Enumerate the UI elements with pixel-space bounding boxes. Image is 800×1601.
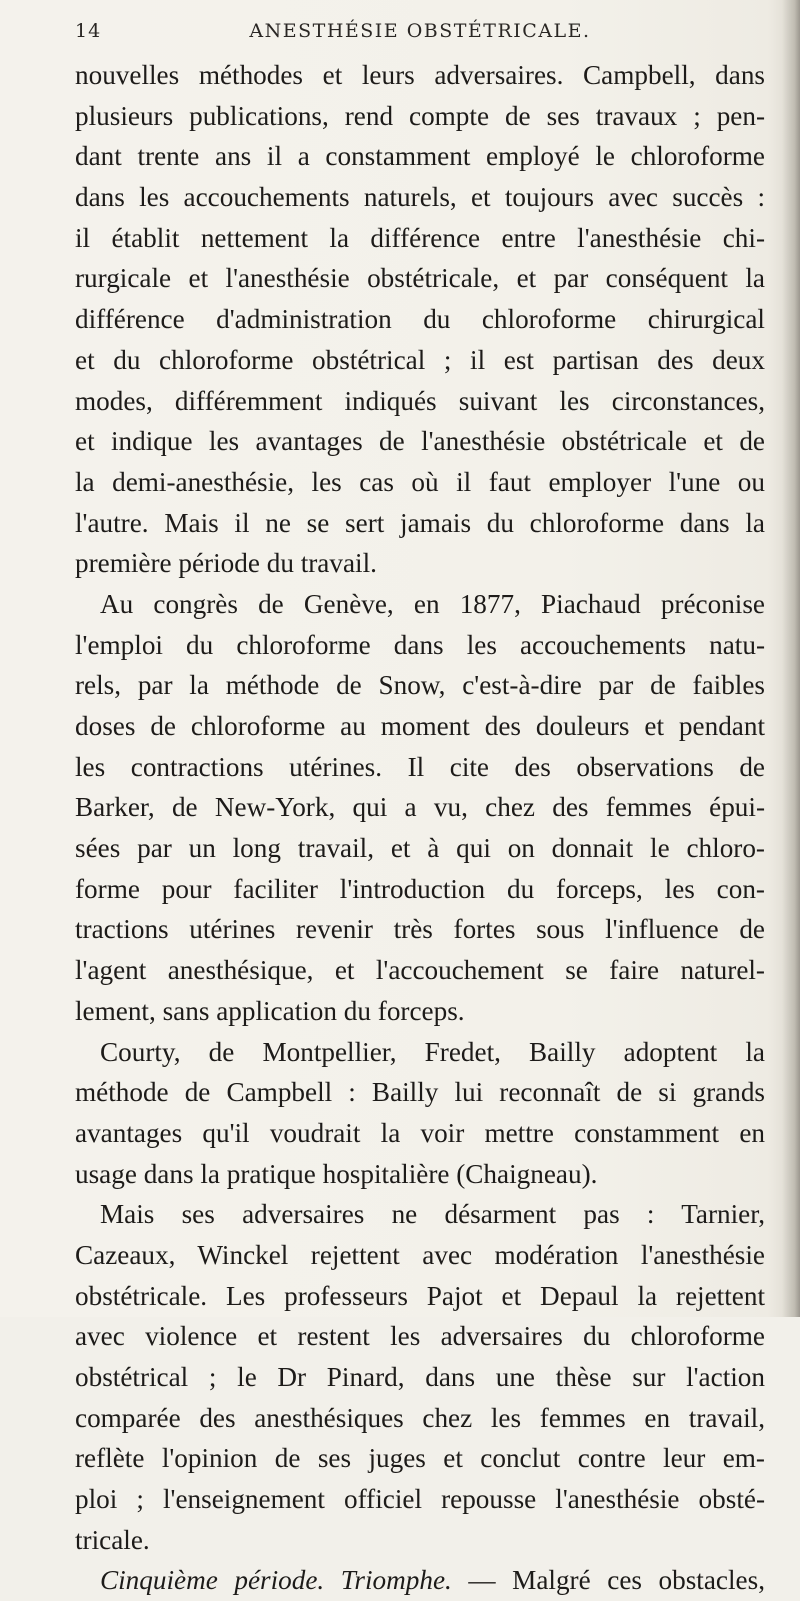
text-line: lement, sans application du forceps. (75, 995, 465, 1026)
text-line: les contractions utérines. Il cite des observations de (75, 751, 765, 782)
text-line: sées par un long travail, et à qui on donnait le chloro- (75, 833, 765, 864)
text-line: reflète l'opinion de ses juges et conclut contre leur em- (75, 1443, 765, 1474)
text-line: doses de chloroforme au moment des douleurs et pendant (75, 711, 765, 741)
text-line: l'autre. Mais il ne se sert jamais du chloroforme dans la (75, 507, 765, 538)
section-heading-rest: — Malgré ces obstacles, (451, 1565, 765, 1596)
running-title: ANESTHÉSIE OBSTÉTRICALE. (249, 20, 591, 42)
page-header (75, 18, 765, 48)
text-line: rels, par la méthode de Snow, c'est-à-dire par de faibles (75, 670, 765, 701)
text-line: Mais ses adversaires ne désarment pas : Tarnier, (100, 1199, 765, 1230)
text-line: ploi ; l'enseignement officiel repousse l'anesthésie obsté- (75, 1484, 765, 1515)
text-line: avec violence et restent les adversaires du chloroforme (75, 1321, 765, 1352)
text-line: l'emploi du chloroforme dans les accouchements natu- (75, 629, 765, 660)
text-line: Courty, de Montpellier, Fredet, Bailly adoptent la (100, 1036, 765, 1067)
text-line: avantages qu'il voudrait la voir mettre constamment en (75, 1117, 765, 1148)
text-line: méthode de Campbell : Bailly lui reconnaît de si grands (75, 1077, 765, 1108)
text-line: la demi-anesthésie, les cas où il faut employer l'une ou (75, 466, 765, 497)
text-line: plusieurs publications, rend compte de ses travaux ; pen- (75, 100, 765, 131)
text-line: modes, différemment indiqués suivant les circonstances, (75, 385, 765, 416)
section-heading-italic: Cinquième période. Triomphe. (100, 1565, 452, 1596)
text-line: comparée des anesthésiques chez les femmes en travail, (75, 1402, 765, 1433)
page-edge-shadow (782, 0, 800, 1317)
text-line: rurgicale et l'anesthésie obstétricale, et par conséquent la (75, 263, 765, 294)
text-line: Barker, de New-York, qui a vu, chez des femmes épui- (75, 792, 765, 823)
text-line: différence d'administration du chloroforme chirurgical (75, 304, 765, 335)
text-line: tricale. (75, 1524, 150, 1555)
text-line: il établit nettement la différence entre l'anesthésie chi- (75, 222, 765, 253)
text-line: Au congrès de Genève, en 1877, Piachaud préconise (100, 588, 765, 619)
text-line: tractions utérines revenir très fortes sous l'influence de (75, 914, 765, 945)
text-line: obstétricale. Les professeurs Pajot et Depaul la rejettent (75, 1280, 765, 1311)
text-line: et du chloroforme obstétrical ; il est partisan des deux (75, 344, 765, 375)
text-line: et indique les avantages de l'anesthésie obstétricale et de (75, 426, 765, 457)
text-line: usage dans la pratique hospitalière (Chaigneau). (75, 1158, 598, 1189)
page-number: 14 (75, 20, 102, 42)
text-line: l'agent anesthésique, et l'accouchement se faire naturel- (75, 955, 765, 986)
final-text-line (75, 1560, 765, 1601)
text-line: forme pour faciliter l'introduction du forceps, les con- (75, 873, 765, 904)
text-line: dans les accouchements naturels, et toujours avec succès : (75, 182, 765, 213)
text-line: Cazeaux, Winckel rejettent avec modération l'anesthésie (75, 1239, 765, 1270)
text-line: première période du travail. (75, 548, 377, 579)
text-line: nouvelles méthodes et leurs adversaires. Campbell, dans (75, 60, 765, 90)
body-text (75, 55, 765, 1601)
text-line: dant trente ans il a constamment employé le chloroforme (75, 141, 765, 172)
text-line: obstétrical ; le Dr Pinard, dans une thèse sur l'action (75, 1362, 765, 1392)
